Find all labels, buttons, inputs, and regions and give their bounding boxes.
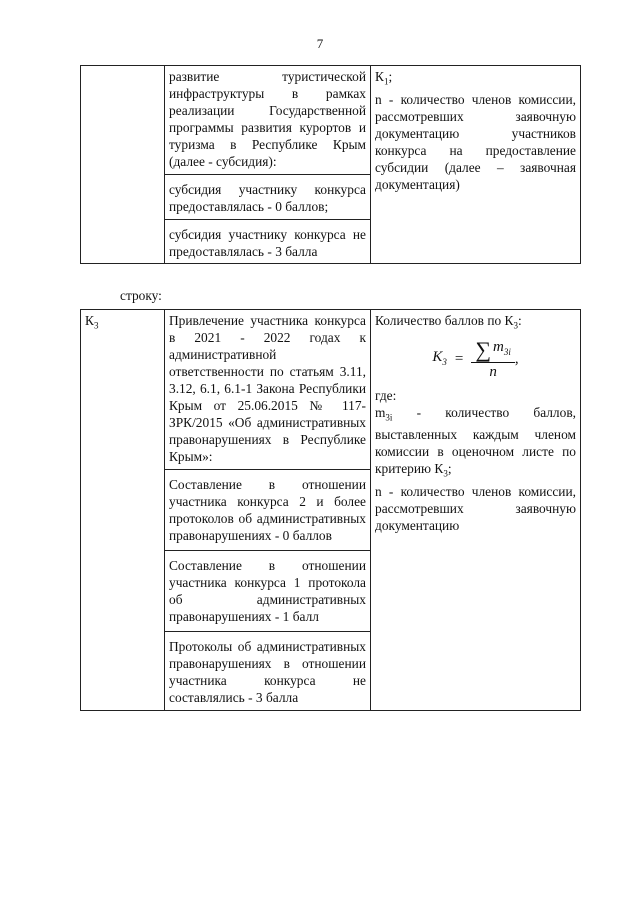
table2-k3-label: $К_3$ <box>85 313 99 331</box>
table2-m-definition: $m_{3i}$ - количество баллов, выставленных каждым членом комиссии в оценочном листе по критерию $К_3$; <box>375 404 576 480</box>
table1-col2-cell <box>165 66 371 264</box>
table2-col2-cell <box>165 310 371 711</box>
table2-criterion-text: Привлечение участника конкурса в 2021 - 2022 годах к административной ответственности по статьям 3.11, 3.12, 6.1, 6.1-1 Закона Республики Крым от 25.06.2015 № 117-ЗРК/2015 «Об административных правонарушениях в Республике Крым»: <box>169 313 366 464</box>
formula-equals: = <box>454 351 464 368</box>
table1-col1-cell <box>81 66 165 264</box>
table2-option-two-or-more: Составление в отношении участника конкурса 2 и более протоколов об административных правонарушениях - 0 баллов <box>165 469 370 550</box>
table1-n-definition: n - количество членов комиссии, рассмотревших заявочную документацию участников конкурса на предоставление субсидии (далее – заявочная документация) <box>375 91 576 192</box>
table1-option-granted: субсидия участнику конкурса предоставлялась - 0 баллов; <box>165 174 370 219</box>
stroke-label: строку: <box>120 288 162 303</box>
formula-lhs: $K_3$ <box>432 348 447 367</box>
formula-trail: , <box>514 351 519 368</box>
table1-k1-line: $К_1$; <box>375 69 393 87</box>
table1-col3-cell <box>371 66 581 264</box>
sum-symbol: ∑ <box>475 337 492 363</box>
k3-formula <box>375 339 576 381</box>
table2-n-definition: n - количество членов комиссии, рассмотревших заявочную документацию <box>375 484 576 534</box>
table1-criterion-text: развитие туристической инфраструктуры в рамках реализации Государственной программы развития курортов и туризма в Республике Крым (далее - субсидия): <box>169 69 366 169</box>
table2-k3-heading: Количество баллов по $К_3$: <box>375 313 522 331</box>
criteria-table-fragment-1 <box>80 65 581 264</box>
criteria-table-fragment-2 <box>80 309 581 711</box>
table2-where: где: <box>375 387 397 403</box>
table2-col3-cell <box>371 310 581 711</box>
table1-option-not-granted: субсидия участнику конкурса не предоставлялась - 3 балла <box>165 219 370 263</box>
formula-numerator: ∑ $m_{3i}$ <box>471 339 515 363</box>
formula-denominator: n <box>489 363 497 380</box>
page-number: 7 <box>316 36 324 51</box>
table2-option-one: Составление в отношении участника конкурса 1 протокола об административных правонарушениях - 1 балл <box>165 550 370 631</box>
table2-option-none: Протоколы об административных правонарушениях в отношении участника конкурса не составлялись - 3 балла <box>165 631 370 710</box>
table2-col1-cell <box>81 310 165 711</box>
formula-fraction <box>471 339 515 381</box>
